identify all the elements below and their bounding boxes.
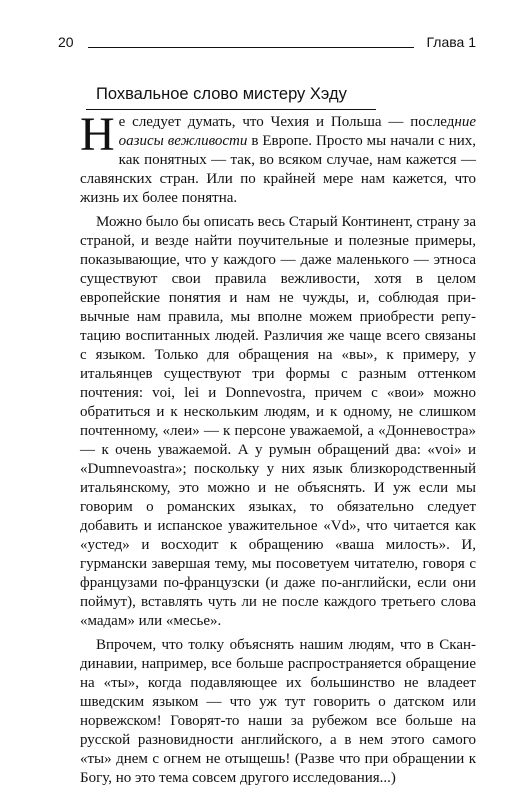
drop-cap: Н	[80, 108, 115, 161]
paragraph-1-rest: в Европе. Просто мы начали с них, как понятных — так, во всяком случае, нам кажется — славянских стран. Или по крайней мере нам кажется, что жизнь их более понятна.	[80, 133, 476, 206]
paragraph-1	[80, 108, 476, 208]
chapter-label: Глава 1	[426, 34, 476, 50]
paragraph-2: Можно было бы описать весь Старый Континент, страну за страной, и везде найти поучительные и полезные примеры, показывающие, что у каждого — даже маленького — этноса существуют свои правила вежливости, хотя в целом европейские понятия и нам не чужды, и, соблюдая привычные нам правила, мы вполне можем приобрести репутацию воспитанных людей. Различия же чаще всего связаны с языком. Только для обращения на «вы», к примеру, у итальянцев существуют три формы с разным оттенком почтения: voi, lei и Donnevostra, причем с «вои» можно обратиться и к нескольким людям, и к одному, не слишком почтенному, «леи» — к персоне уважаемой, а «Донневостра» — к очень уважаемой. А у румын обращений два: «voi» и «Dumnevoastra»; поскольку у них язык близкородственный итальянскому, это можно и не объяснять. И уж если мы говорим о романских языках, то обязательно следует добавить и испанское уважительное «Vd», что читается как «устед» и восходит к обращению «ваша милость». И, гурмански завершая тему, мы посоветуем читателю, говоря с французами по-французски (и даже по-английски, если они поймут), вставлять чуть ли не после каждого третьего слова «мадам» или «месье».	[80, 214, 476, 629]
paragraph-1-start: е следует думать, что Чехия и Польша — послед	[118, 114, 455, 130]
running-header	[58, 34, 476, 54]
italic-phrase: ние оазисы вежливости	[118, 114, 476, 149]
page-number: 20	[58, 34, 74, 50]
section-title: Похвальное слово мистеру Хэду	[96, 85, 347, 103]
title-underline	[86, 109, 376, 110]
header-rule	[88, 47, 414, 48]
body-text	[80, 108, 476, 788]
paragraph-3: Впрочем, что толку объяснять нашим людям, что в Скандинавии, например, все больше распространяется обращение на «ты», когда подавляющее их большинство не владеет шведским языком — что уж тут говорить о датском или норвежском! Говорят-то наши за рубежом все больше на русской разновидности английского, а в нем этого самого «ты» днем с огнем не отыщешь! (Разве что при обращении к Богу, но это тема совсем другого исследования...)	[80, 637, 476, 786]
